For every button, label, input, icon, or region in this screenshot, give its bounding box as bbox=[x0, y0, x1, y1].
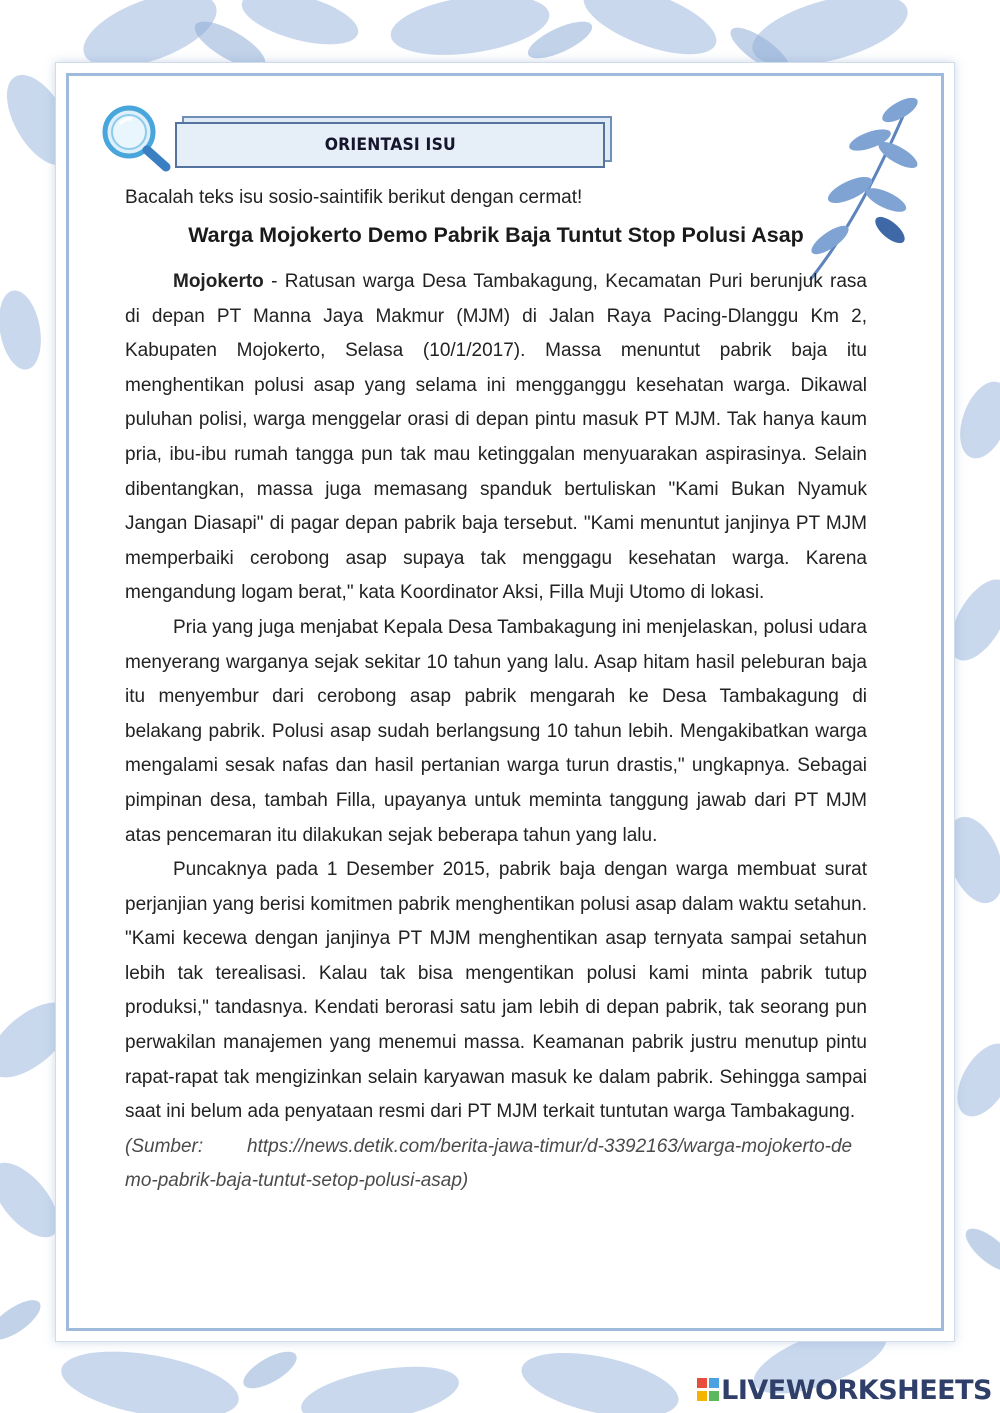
magnifier-icon bbox=[98, 102, 174, 174]
article-paragraph-2: Pria yang juga menjabat Kepala Desa Tambakagung ini menjelaskan, polusi udara menyerang warganya sejak sekitar 10 tahun yang lalu. Asap hitam hasil peleburan baja itu menyembur dari cerobong asap pabrik mengarah ke Desa Tambakagung di belakang pabrik. Polusi asap sudah berlangsung 10 tahun lebih. Mengakibatkan warga mengalami sesak nafas dan hasil pertanian warga turun drastis," ungkapnya. Sebagai pimpinan desa, tambah Filla, upayanya untuk meminta tanggung jawab dari PT MJM atas pencemaran itu dilakukan sejak beberapa tahun yang lalu. bbox=[125, 616, 867, 846]
article-paragraph-1 bbox=[125, 265, 867, 611]
article-source bbox=[125, 1130, 867, 1199]
article-location: Mojokerto bbox=[173, 271, 264, 292]
section-title: ORIENTASI ISU bbox=[324, 135, 456, 155]
liveworksheets-watermark bbox=[697, 1373, 992, 1407]
article-body bbox=[125, 265, 867, 1199]
article-paragraph-3: Puncaknya pada 1 Desember 2015, pabrik baja dengan warga membuat surat perjanjian yang berisi komitmen pabrik menghentikan polusi asap dalam waktu setahun. "Kami kecewa dengan janjinya PT MJM menghentikan asap ternyata sampai setahun lebih tak terealisasi. Kalau tak bisa mengentikan polusi kami minta pabrik tutup produksi," tandasnya. Kendati berorasi satu jam lebih di depan pabrik, tak seorang pun perwakilan manajemen yang menemui massa. Keamanan pabrik justru menutup pintu rapat-rapat tak mengizinkan selain karyawan masuk ke dalam pabrik. Sehingga sampai saat ini belum ada penyataan resmi dari PT MJM terkait tuntutan warga Tambakagung. bbox=[125, 859, 867, 1123]
instruction-text: Bacalah teks isu sosio-saintifik berikut dengan cermat! bbox=[125, 187, 583, 208]
section-title-box bbox=[175, 122, 605, 168]
source-url[interactable]: https://news.detik.com/berita-jawa-timur/d-3392163/warga-mojokerto-demo-pabrik-baja-tuntut-setop-polusi-asap) bbox=[125, 1135, 853, 1192]
leaf-branch-icon bbox=[790, 80, 930, 290]
source-label: (Sumber: bbox=[125, 1135, 204, 1157]
article-paragraph-1-text: - Ratusan warga Desa Tambakagung, Kecamatan Puri berunjuk rasa di depan PT Manna Jaya Makmur (MJM) di Jalan Raya Pacing-Dlanggu Km 2, Kabupaten Mojokerto, Selasa (10/1/2017). Massa menuntut pabrik baja itu menghentikan polusi asap yang selama ini mengganggu kesehatan warga. Dikawal puluhan polisi, warga menggelar orasi di depan pintu masuk PT MJM. Tak hanya kaum pria, ibu-ibu rumah tangga pun tak mau ketinggalan menyuarakan aspirasinya. Selain dibentangkan, massa juga memasang spanduk bertuliskan "Kami Bukan Nyamuk Jangan Diasapi" di pagar depan pabrik baja tersebut. "Kami menuntut janjinya PT MJM memperbaiki cerobong asap supaya tak menggagu kesehatan warga. Karena mengandung logam berat," kata Koordinator Aksi, Filla Muji Utomo di lokasi. bbox=[125, 271, 867, 604]
article-headline: Warga Mojokerto Demo Pabrik Baja Tuntut Stop Polusi Asap bbox=[188, 223, 804, 247]
watermark-text: LIVEWORKSHEETS bbox=[721, 1374, 992, 1406]
liveworksheets-logo-icon bbox=[697, 1378, 719, 1402]
